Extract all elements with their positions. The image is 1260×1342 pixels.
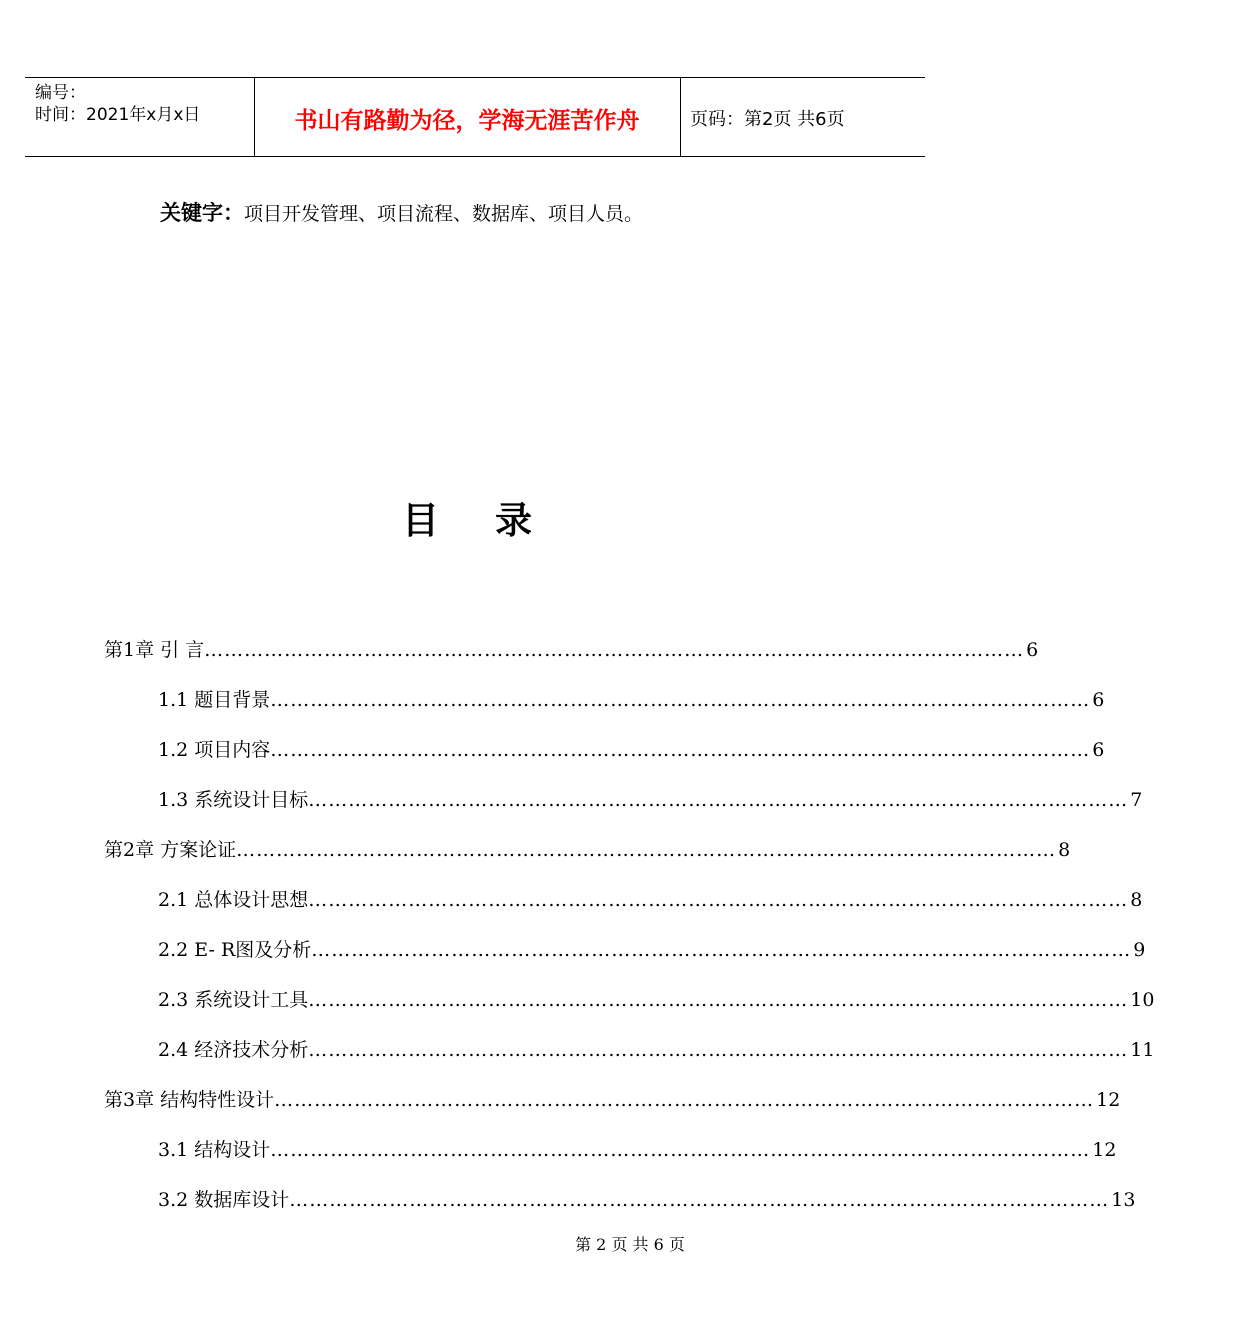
toc-dot-leader: …………………………………………………………………………………………………………… [270, 1139, 1091, 1161]
toc-entry-text: 第3章 结构特性设计 [104, 1089, 275, 1111]
toc-entry-page: 6 [1026, 639, 1039, 661]
toc-entry-text: 1.2 项目内容 [158, 739, 271, 761]
keywords-line [160, 197, 643, 227]
header-page-info: 页码：第2页 共6页 [690, 109, 845, 130]
toc-entry-text: 2.3 系统设计工具 [158, 989, 309, 1011]
toc-entry-1-2[interactable] [158, 736, 1105, 764]
toc-dot-leader: …………………………………………………………………………………………………………… [270, 739, 1091, 761]
header-divider-right [680, 78, 681, 156]
toc-entry-text: 第1章 引 言 [104, 639, 205, 661]
toc-dot-leader: …………………………………………………………………………………………………………… [270, 689, 1091, 711]
toc-entry-2-3[interactable] [158, 986, 1155, 1014]
toc-entry-1-1[interactable] [158, 686, 1105, 714]
toc-entry-text: 2.1 总体设计思想 [158, 889, 309, 911]
toc-entry-2-1[interactable] [158, 886, 1143, 914]
toc-title: 目录 [402, 499, 588, 542]
toc-entry-text: 1.3 系统设计目标 [158, 789, 309, 811]
toc-entry-2-4[interactable] [158, 1036, 1155, 1064]
toc-entry-page: 8 [1058, 839, 1071, 861]
toc-entry-page: 13 [1111, 1189, 1136, 1211]
toc-entry-page: 11 [1130, 1039, 1155, 1061]
toc-entry-text: 1.1 题目背景 [158, 689, 271, 711]
toc-entry-1-3[interactable] [158, 786, 1143, 814]
toc-entry-3-2[interactable] [158, 1186, 1136, 1214]
toc-dot-leader: …………………………………………………………………………………………………………… [236, 839, 1057, 861]
toc-entry-text: 3.1 结构设计 [158, 1139, 271, 1161]
header-motto: 书山有路勤为径，学海无涯苦作舟 [294, 108, 640, 134]
toc-entry-page: 6 [1092, 689, 1105, 711]
toc-entry-text: 3.2 数据库设计 [158, 1189, 290, 1211]
toc-entry-page: 7 [1130, 789, 1143, 811]
toc-entry-text: 2.4 经济技术分析 [158, 1039, 309, 1061]
toc-dot-leader: …………………………………………………………………………………………………………… [311, 939, 1132, 961]
toc-entry-page: 12 [1096, 1089, 1121, 1111]
toc-entry-text: 第2章 方案论证 [104, 839, 237, 861]
header-number-label: 编号： [35, 83, 86, 103]
toc-entry-ch3[interactable] [104, 1086, 1121, 1114]
toc-dot-leader: …………………………………………………………………………………………………………… [308, 1039, 1129, 1061]
toc-entry-2-2[interactable] [158, 936, 1146, 964]
keywords-text: 项目开发管理、项目流程、数据库、项目人员。 [244, 203, 644, 225]
toc-entry-page: 10 [1130, 989, 1155, 1011]
toc-entry-page: 9 [1133, 939, 1146, 961]
toc-entry-page: 6 [1092, 739, 1105, 761]
toc-entry-ch1[interactable] [104, 636, 1039, 664]
keywords-label: 关键字： [160, 201, 244, 225]
toc-entry-text: 2.2 E- R图及分析 [158, 939, 312, 961]
toc-entry-page: 8 [1130, 889, 1143, 911]
toc-dot-leader: …………………………………………………………………………………………………………… [274, 1089, 1095, 1111]
header-meta [35, 82, 200, 126]
header-date-label: 时间：2021年x月x日 [35, 105, 201, 125]
toc-dot-leader: …………………………………………………………………………………………………………… [308, 989, 1129, 1011]
toc-dot-leader: …………………………………………………………………………………………………………… [308, 789, 1129, 811]
toc-dot-leader: …………………………………………………………………………………………………………… [204, 639, 1025, 661]
page-footer: 第 2 页 共 6 页 [575, 1235, 685, 1254]
toc-entry-page: 12 [1092, 1139, 1117, 1161]
page-header [25, 77, 925, 157]
toc-dot-leader: …………………………………………………………………………………………………………… [308, 889, 1129, 911]
toc-dot-leader: …………………………………………………………………………………………………………… [289, 1189, 1110, 1211]
toc-entry-ch2[interactable] [104, 836, 1071, 864]
toc-entry-3-1[interactable] [158, 1136, 1117, 1164]
